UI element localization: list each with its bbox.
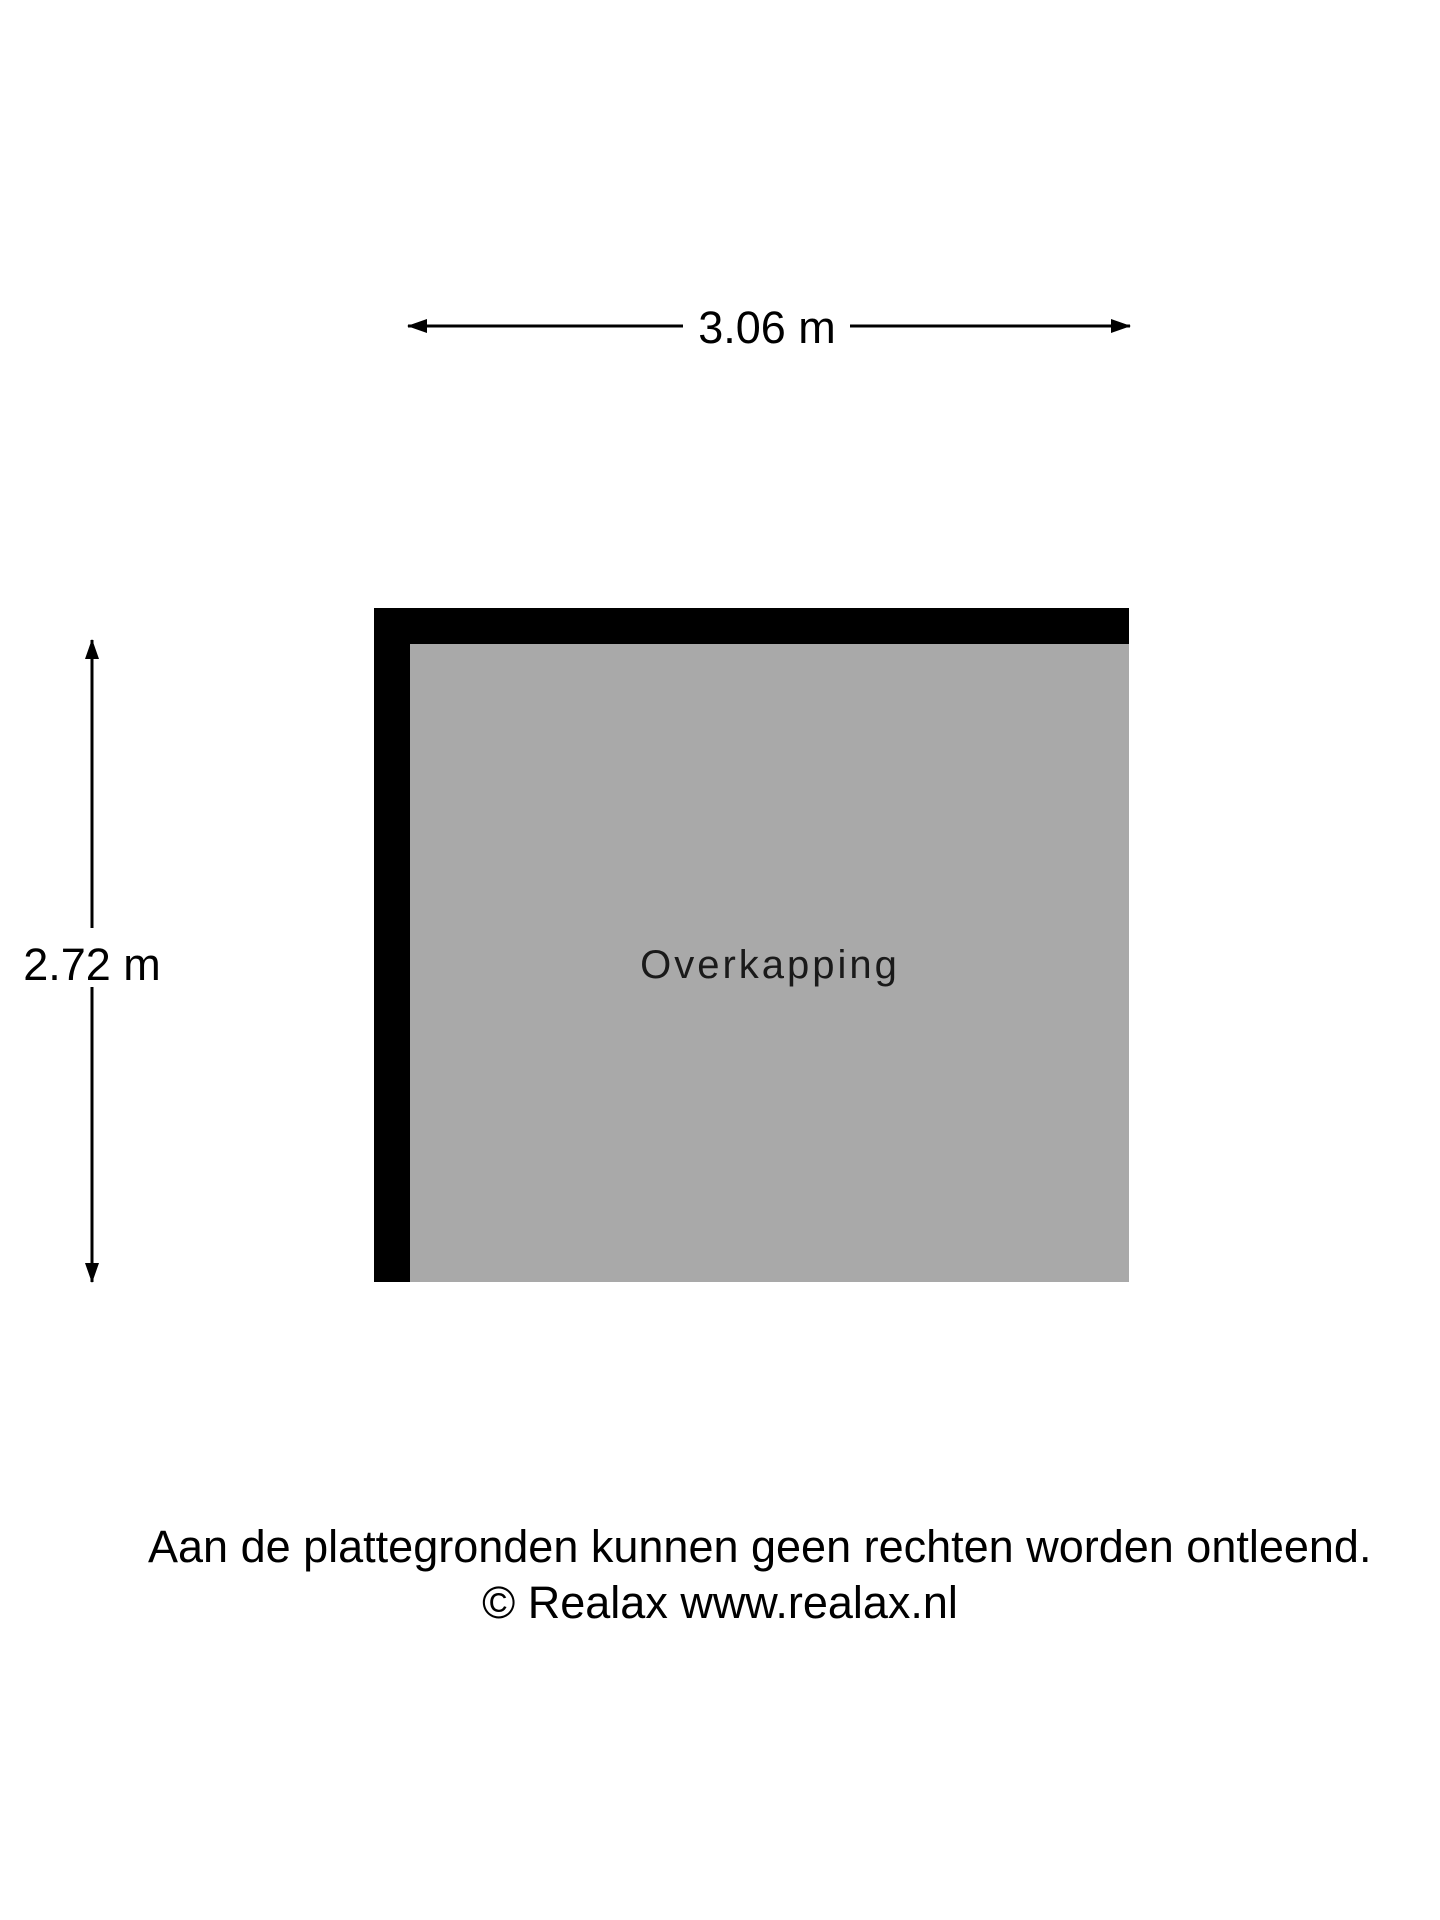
width-dimension xyxy=(408,302,1130,353)
wall-top xyxy=(374,608,1129,644)
room-label: Overkapping xyxy=(640,943,900,987)
wall-left xyxy=(374,608,410,1282)
width-dimension-label: 3.06 m xyxy=(698,302,836,353)
disclaimer-text: Aan de plattegronden kunnen geen rechten worden ontleend. xyxy=(148,1521,1372,1572)
height-dimension xyxy=(23,640,161,1282)
copyright-text: © Realax www.realax.nl xyxy=(482,1577,958,1628)
height-dimension-label: 2.72 m xyxy=(23,939,161,990)
room-overkapping xyxy=(374,608,1129,1282)
